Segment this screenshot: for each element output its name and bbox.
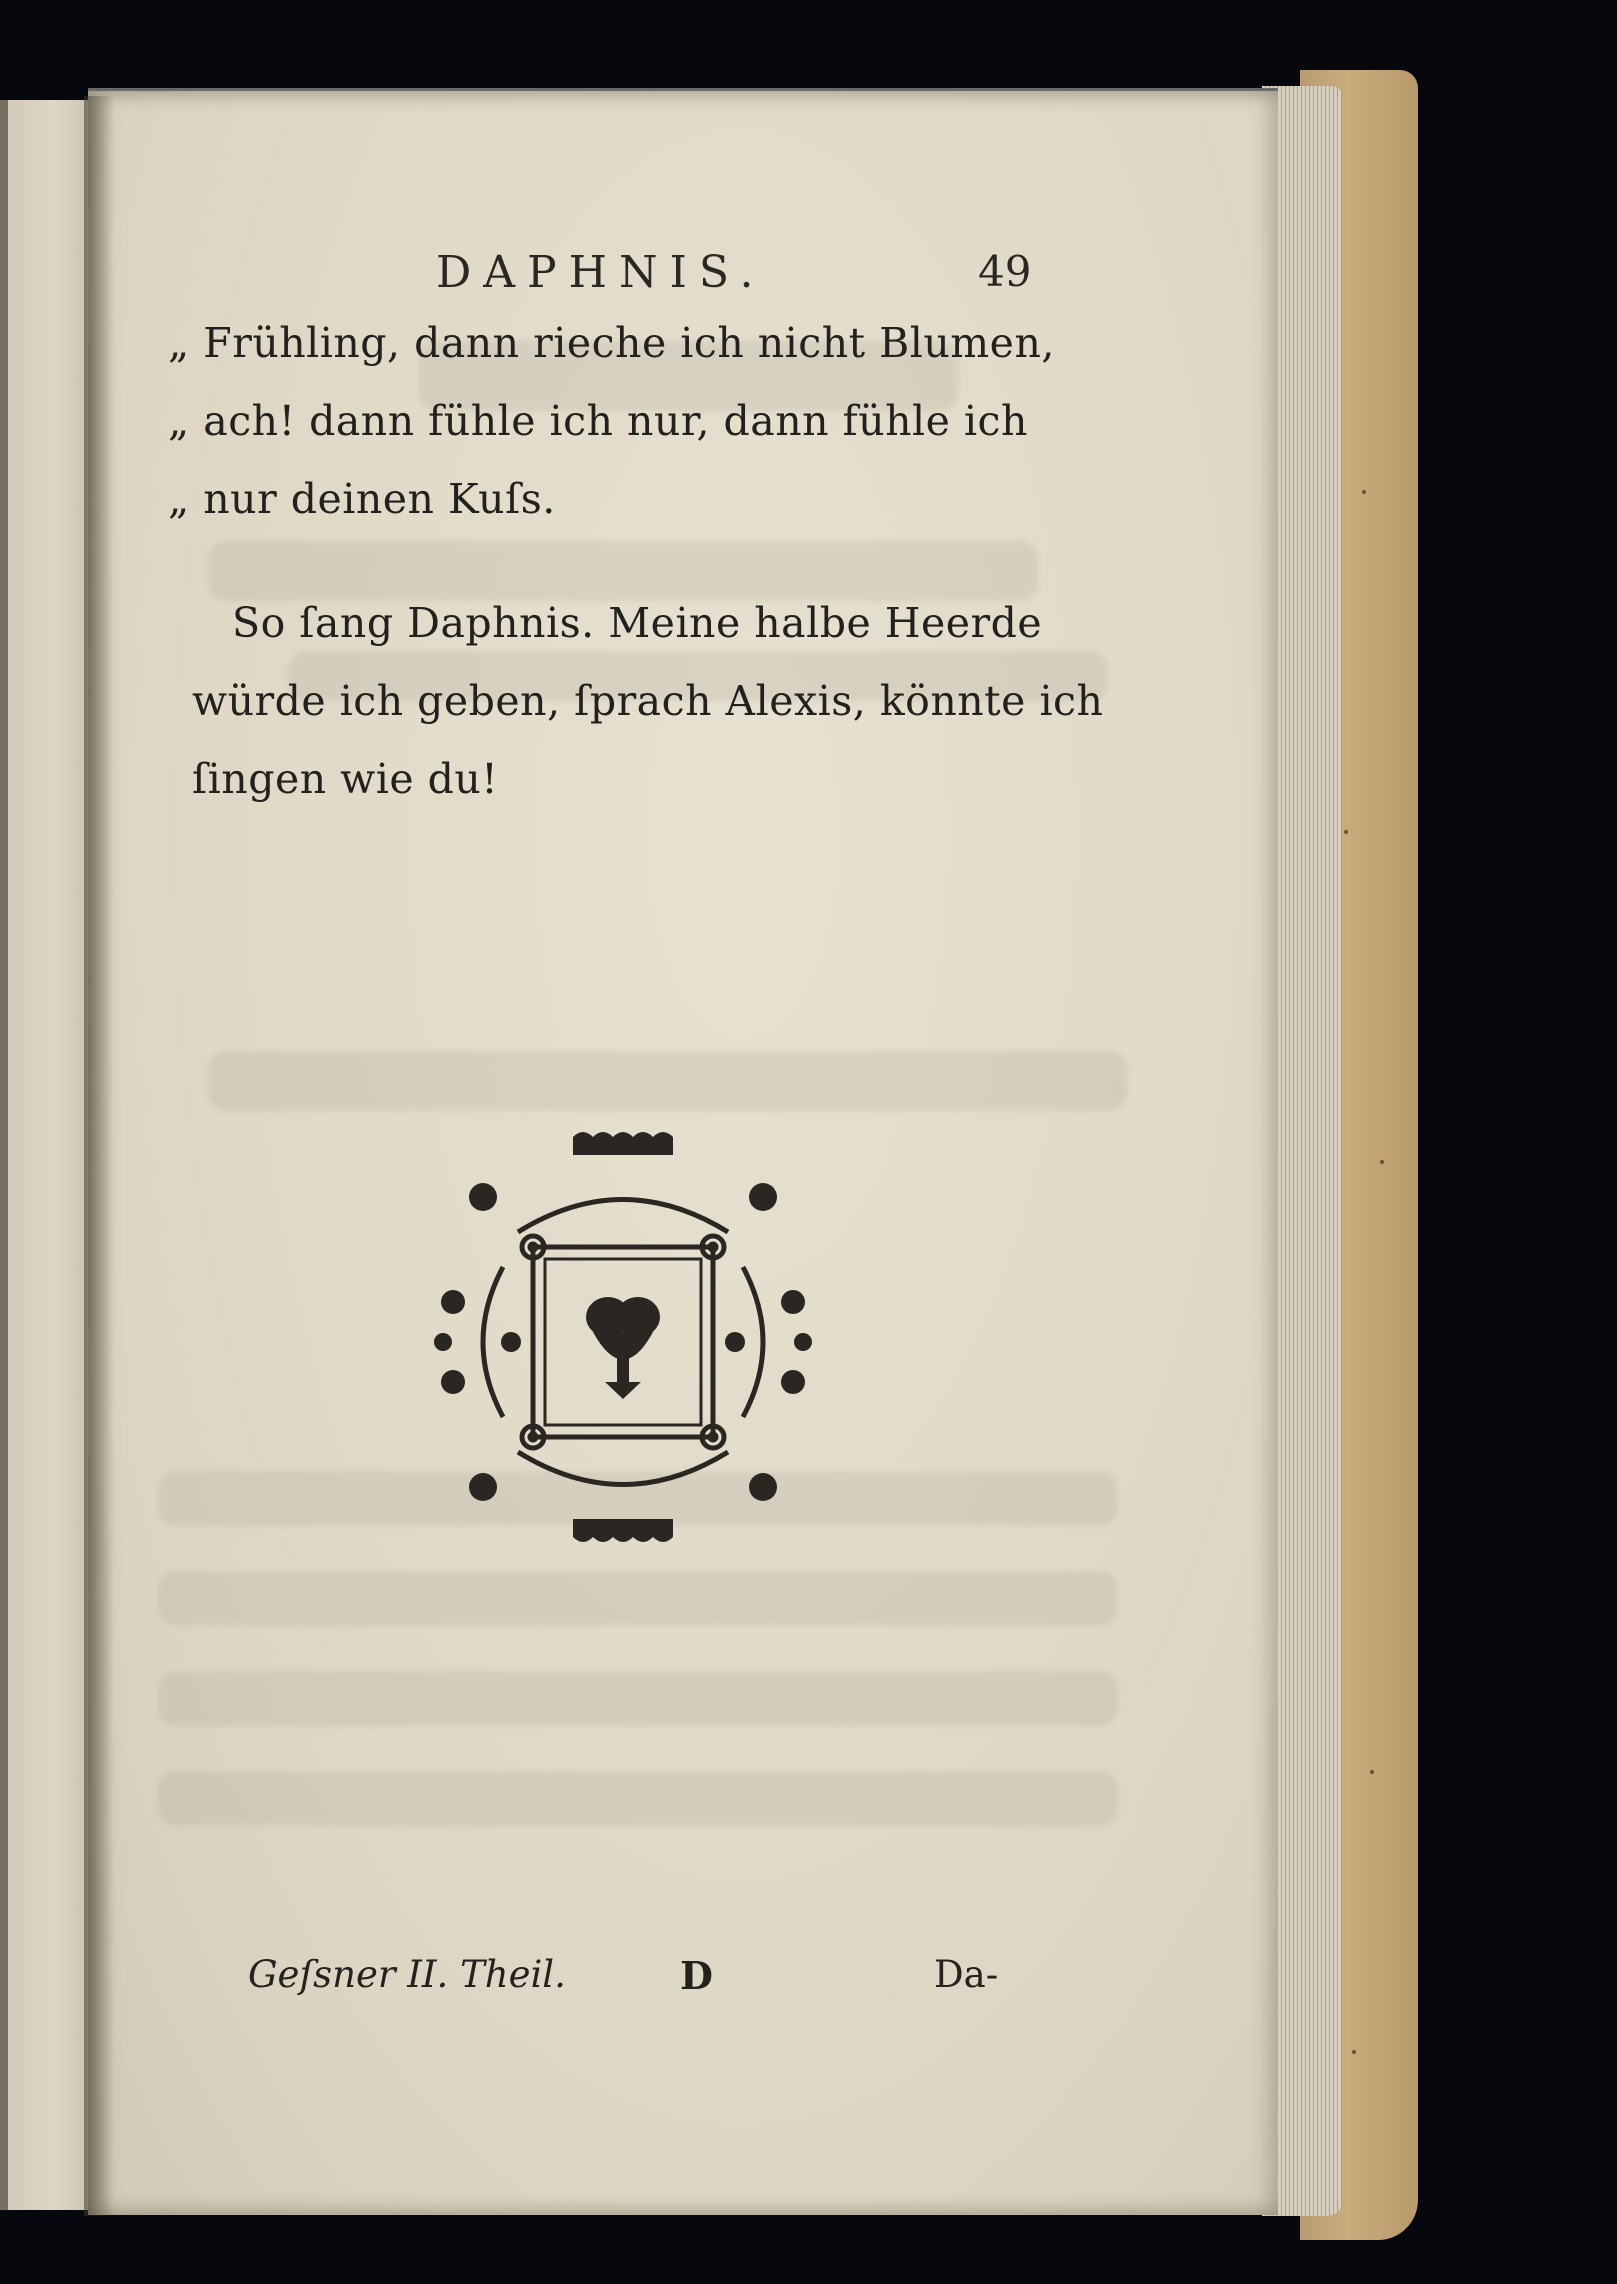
show-through <box>158 1671 1118 1726</box>
printers-ornament-icon <box>423 1127 823 1557</box>
signature-title: Geſsner II. Theil. <box>248 1953 566 1996</box>
left-page-shadow <box>0 100 8 2210</box>
body-line: „ ach! dann fühle ich nur, dann fühle ich <box>168 397 1028 445</box>
show-through <box>158 1771 1118 1826</box>
cover-speck <box>1344 830 1348 834</box>
cover-speck <box>1362 490 1366 494</box>
left-page-edge <box>0 100 92 2210</box>
page-number: 49 <box>978 247 1032 296</box>
cover-speck <box>1370 1770 1374 1774</box>
gutter-shadow <box>84 96 114 2216</box>
catchword: Da- <box>934 1953 999 1996</box>
cover-speck <box>1380 1160 1384 1164</box>
running-head: DAPHNIS. <box>436 247 766 298</box>
cover-speck <box>1352 2050 1356 2054</box>
body-line: „ nur deinen Kuſs. <box>168 475 556 523</box>
book-page <box>88 88 1278 2215</box>
show-through <box>208 541 1038 601</box>
body-line: würde ich geben, ſprach Alexis, könnte ich <box>192 677 1104 725</box>
body-line: „ Frühling, dann rieche ich nicht Blumen, <box>168 319 1055 367</box>
show-through <box>158 1571 1118 1626</box>
show-through <box>208 1051 1128 1111</box>
body-line: ſingen wie du! <box>192 755 499 803</box>
body-line: So ſang Daphnis. Meine halbe Heerde <box>232 599 1043 647</box>
signature-mark: D <box>680 1953 713 1998</box>
